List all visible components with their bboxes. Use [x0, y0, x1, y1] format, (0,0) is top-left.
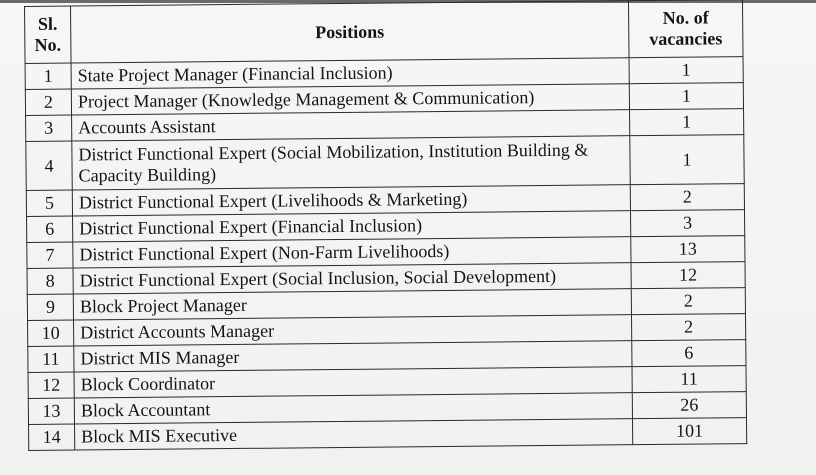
cell-sl: 2	[25, 89, 71, 115]
cell-sl: 11	[28, 346, 74, 372]
cell-sl: 3	[26, 115, 72, 141]
cell-vacancies: 13	[631, 236, 745, 263]
cell-position: District Functional Expert (Non-Farm Livelihoods)	[73, 237, 631, 268]
cell-position: Block Accountant	[74, 393, 632, 424]
cell-vacancies: 6	[632, 340, 746, 367]
cell-position: District Functional Expert (Livelihoods & Marketing)	[72, 185, 630, 216]
cell-vacancies: 1	[629, 83, 743, 110]
cell-position: District Functional Expert (Financial Inclusion)	[73, 211, 631, 242]
cell-vacancies: 12	[631, 262, 745, 289]
header-sl-no: Sl. No.	[25, 6, 72, 63]
cell-position: District Accounts Manager	[74, 315, 632, 346]
table-header-row	[25, 0, 744, 63]
cell-sl: 9	[27, 294, 73, 320]
cell-sl: 10	[28, 320, 74, 346]
cell-vacancies: 2	[631, 314, 745, 341]
table-row	[26, 135, 744, 191]
header-vacancies: No. of vacancies	[628, 0, 743, 58]
table-row	[29, 418, 747, 451]
cell-vacancies: 2	[631, 288, 745, 315]
cell-sl: 1	[25, 63, 71, 89]
cell-vacancies: 2	[630, 184, 744, 211]
cell-vacancies: 1	[629, 57, 743, 84]
cell-sl: 8	[27, 268, 73, 294]
cell-sl: 6	[27, 216, 73, 242]
cell-vacancies: 101	[632, 418, 746, 445]
cell-sl: 14	[29, 424, 75, 450]
cell-vacancies: 3	[630, 210, 744, 237]
cell-position: District Functional Expert (Social Inclusion, Social Development)	[73, 263, 631, 294]
cell-sl: 5	[26, 190, 72, 216]
cell-vacancies: 11	[632, 366, 746, 393]
cell-position: Accounts Assistant	[72, 110, 630, 141]
cell-vacancies: 26	[632, 392, 746, 419]
cell-sl: 12	[28, 372, 74, 398]
cell-position: State Project Manager (Financial Inclusion)	[71, 58, 629, 89]
cell-sl: 13	[28, 398, 74, 424]
cell-position: Block Project Manager	[73, 289, 631, 320]
cell-position: Block MIS Executive	[75, 419, 633, 450]
cell-vacancies: 1	[630, 135, 744, 185]
cell-sl: 7	[27, 242, 73, 268]
cell-position: District Functional Expert (Social Mobilization, Institution Building & Capacity Building)	[72, 136, 630, 190]
vacancy-table	[24, 0, 747, 451]
cell-position: District MIS Manager	[74, 341, 632, 372]
cell-vacancies: 1	[630, 109, 744, 136]
cell-sl: 4	[26, 141, 72, 190]
header-positions: Positions	[71, 1, 630, 63]
cell-position: Block Coordinator	[74, 367, 632, 398]
cell-position: Project Manager (Knowledge Management & Communication)	[71, 84, 629, 115]
